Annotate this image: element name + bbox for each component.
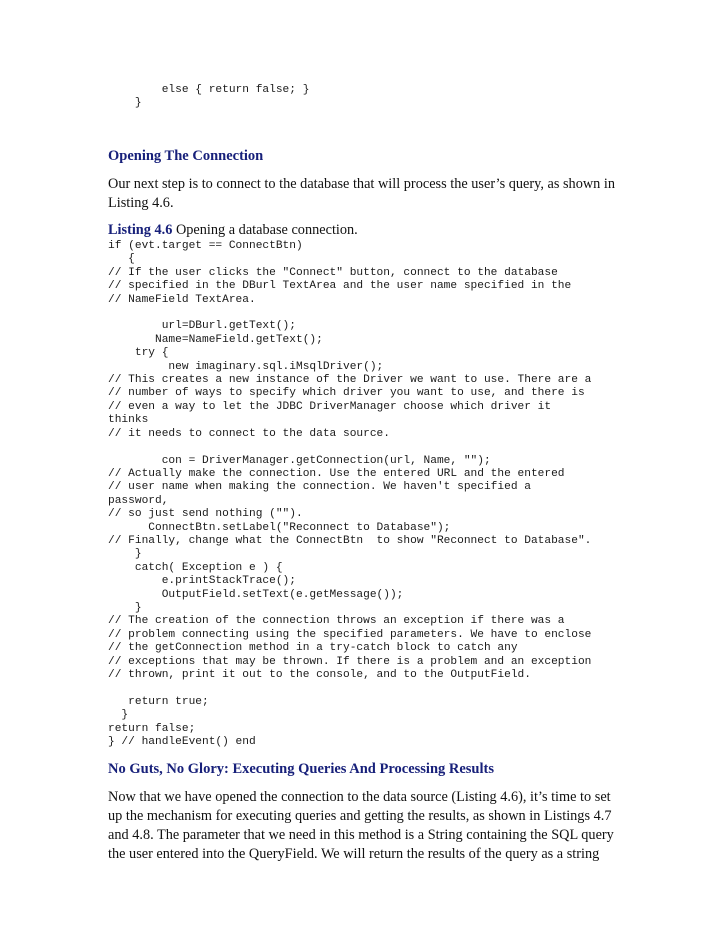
listing-title: Opening a database connection.	[175, 222, 358, 238]
listing-caption	[108, 222, 358, 239]
code-listing-4-6: if (evt.target == ConnectBtn) { // If the user clicks the "Connect" button, connect to the database // specified in the DBurl TextArea and the user name specified in the // NameField TextArea. url=DBurl.getText(); Name=NameField.getText(); try { new imaginary.sql.iMsqlDriver(); // This creates a new instance of the Driver we want to use. There are a // number of ways to specify which driver you want to use, and there is // even a way to let the JDBC DriverManager choose which driver it thinks // it needs to connect to the data source. con = DriverManager.getConnection(url, Name, ""); // Actually make the connection. Use the entered URL and the entered // user name when making the connection. We haven't specified a password, // so just send nothing (""). ConnectBtn.setLabel("Reconnect to Database"); // Finally, change what the ConnectBtn to show "Reconnect to Database". } catch( Exception e ) { e.printStackTrace(); OutputField.setText(e.getMessage()); } // The creation of the connection throws an exception if there was a // problem connecting using the specified parameters. We have to enclose // the getConnection method in a try-catch block to catch any // exceptions that may be thrown. If there is a problem and an exception // thrown, print it out to the console, and to the OutputField. return true; } return false; } // handleEvent() end	[108, 240, 592, 749]
section-heading-opening-connection: Opening The Connection	[108, 148, 264, 164]
section-paragraph-opening-connection: Our next step is to connect to the database that will process the user’s query, as shown in Listing 4.6.	[108, 176, 616, 211]
code-fragment-top: else { return false; } }	[134, 84, 310, 110]
section-paragraph-executing-queries: Now that we have opened the connection to the data source (Listing 4.6), it’s time to set up the mechanism for executing queries and getting the results, as shown in Listings 4.7 and 4.8. The parameter that we need in this method is a String containing the SQL query the user entered into the QueryField. We will return the results of the query as a string	[108, 789, 614, 862]
listing-number: Listing 4.6	[108, 222, 173, 238]
section-heading-executing-queries: No Guts, No Glory: Executing Queries And Processing Results	[108, 761, 494, 777]
